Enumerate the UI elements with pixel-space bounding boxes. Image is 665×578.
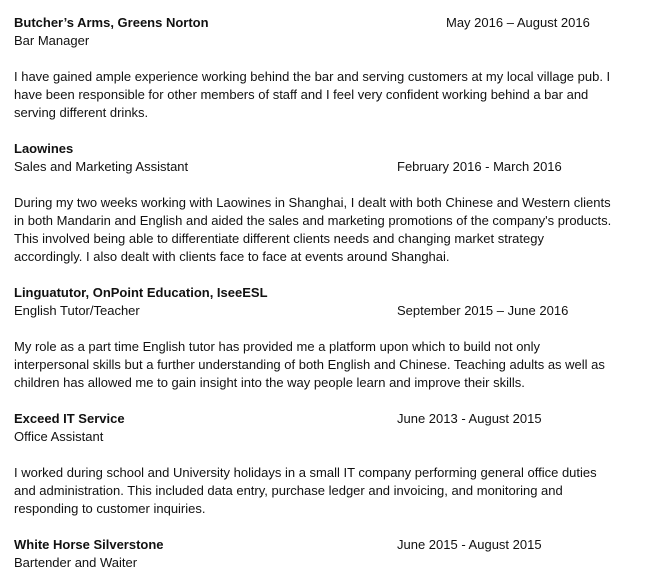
company-name: Linguatutor, OnPoint Education, IseeESL: [14, 285, 268, 300]
job-description: I worked during school and University holidays in a small IT company performing general office duties and administration. This included data entry, purchase ledger and invoicing, and monitoring and responding to customer inquiries.: [14, 465, 597, 516]
job-dates: September 2015 – June 2016: [397, 303, 569, 318]
job-header: [14, 410, 654, 428]
job-entry: [14, 140, 654, 284]
job-header: [14, 14, 654, 32]
company-name: Butcher’s Arms, Greens Norton: [14, 15, 209, 30]
job-entry: [14, 410, 654, 536]
job-dates: June 2015 - August 2015: [397, 537, 542, 552]
job-entry: [14, 536, 654, 572]
job-dates: February 2016 - March 2016: [397, 159, 562, 174]
company-name: Exceed IT Service: [14, 411, 125, 426]
job-role-line: [14, 158, 654, 176]
job-role: Bartender and Waiter: [14, 555, 138, 570]
job-role: Office Assistant: [14, 429, 104, 444]
job-dates: June 2013 - August 2015: [397, 411, 542, 426]
company-name: White Horse Silverstone: [14, 537, 164, 552]
job-entry: [14, 14, 654, 140]
job-role-line: [14, 302, 654, 320]
job-header: [14, 536, 654, 554]
job-role: English Tutor/Teacher: [14, 303, 140, 318]
job-description: My role as a part time English tutor has provided me a platform upon which to build not only interpersonal skills but a further understanding of both English and Chinese. Teaching adults as well as children has allowed me to gain insight into the way people learn and improve their skills.: [14, 339, 605, 390]
company-name: Laowines: [14, 141, 74, 156]
job-description: During my two weeks working with Laowines in Shanghai, I dealt with both Chinese and Western clients in both Mandarin and English and aided the sales and marketing promotions of the company's products. This involved being able to differentiate different clients needs and changing market strategy accordingly. I also dealt with clients face to face at events around Shanghai.: [14, 195, 612, 264]
job-description: I have gained ample experience working behind the bar and serving customers at my local village pub. I have been responsible for other members of staff and I feel very confident working behind a bar and serving different drinks.: [14, 69, 611, 120]
job-role: Bar Manager: [14, 33, 90, 48]
job-entry: [14, 284, 654, 410]
job-dates: May 2016 – August 2016: [446, 15, 590, 30]
job-role: Sales and Marketing Assistant: [14, 159, 189, 174]
cv-work-experience: [14, 14, 654, 572]
